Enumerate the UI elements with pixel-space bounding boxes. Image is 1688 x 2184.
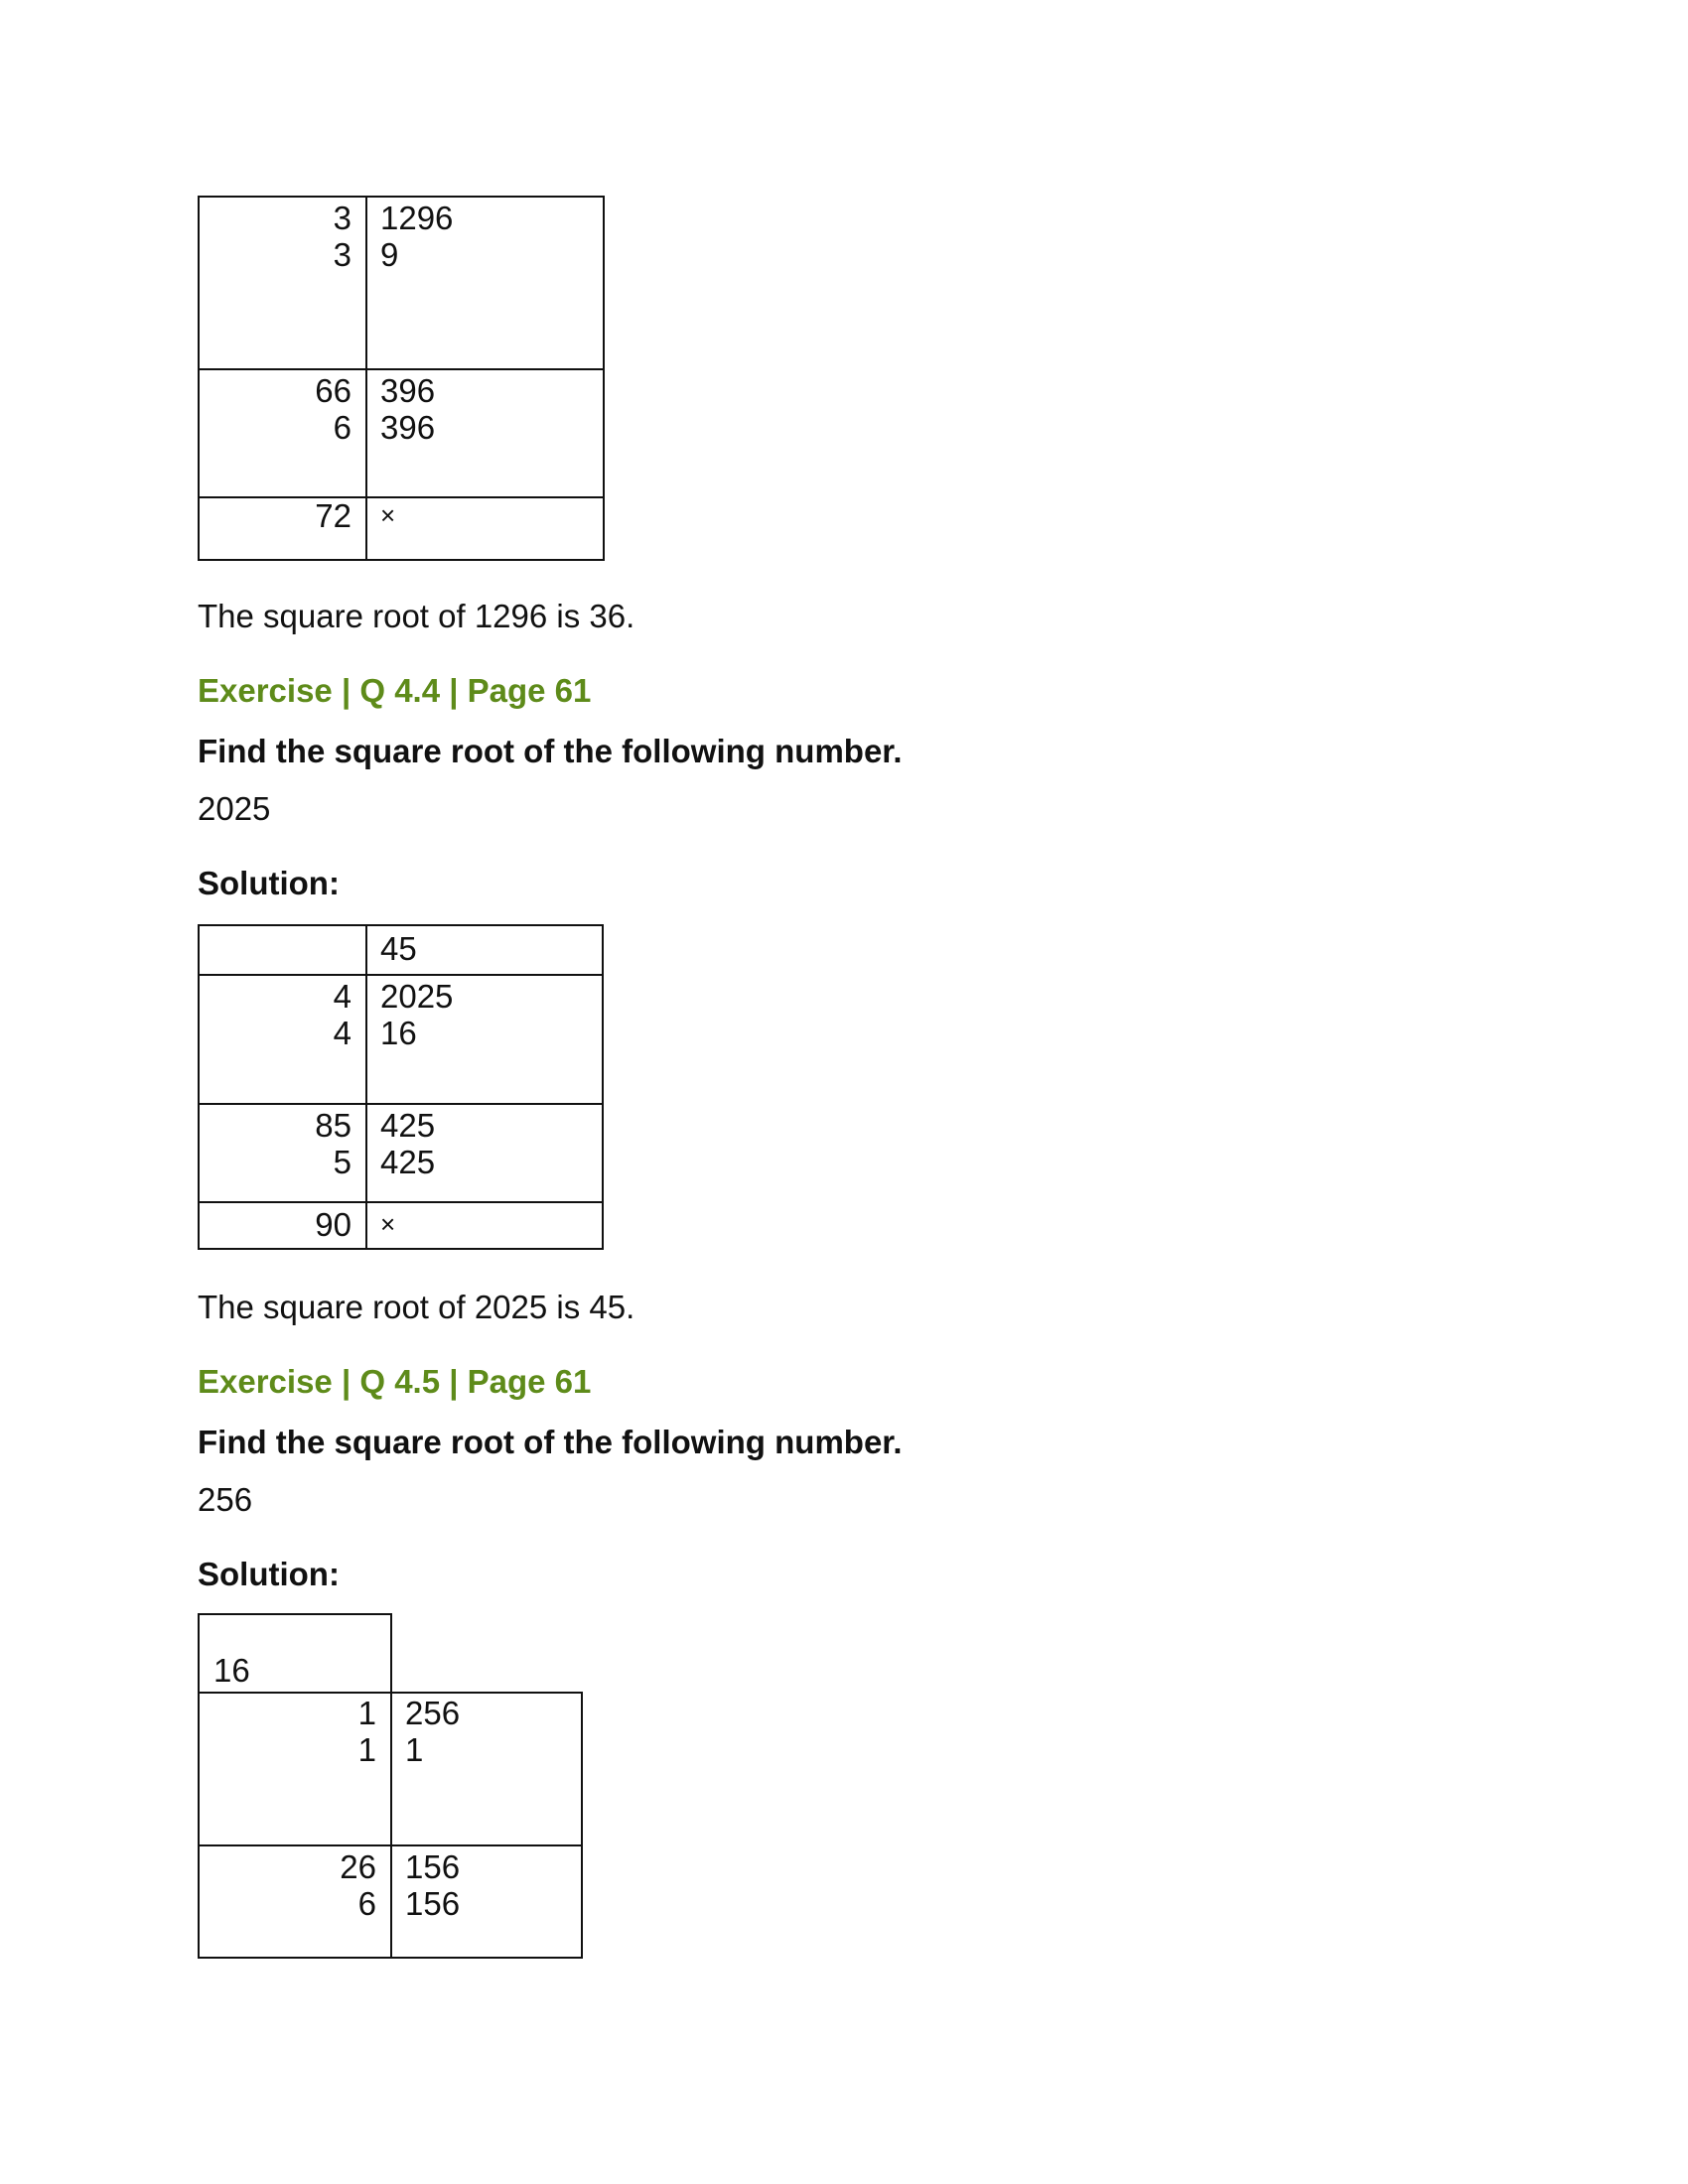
table-cell-dividend xyxy=(365,496,605,561)
divisor-value: 1 xyxy=(357,1695,376,1731)
table-cell-divisor xyxy=(198,496,367,561)
dividend-value: 425 xyxy=(380,1107,436,1144)
quotient-value: 45 xyxy=(380,930,417,967)
dividend-value: 9 xyxy=(380,236,399,273)
table-cell-dividend xyxy=(365,1201,604,1250)
question-text: Find the square root of the following number. xyxy=(198,733,903,769)
question-number: 256 xyxy=(198,1481,253,1518)
divisor-value: 3 xyxy=(333,236,352,273)
table-cell-quotient xyxy=(198,1613,392,1694)
table-cell-divisor xyxy=(198,974,367,1105)
divisor-value: 1 xyxy=(357,1731,376,1768)
table-cell-divisor xyxy=(198,1692,392,1846)
dividend-value: 2025 xyxy=(380,978,454,1015)
divisor-value: 6 xyxy=(333,409,352,446)
dividend-value: 396 xyxy=(380,372,436,409)
table-cell-divisor xyxy=(198,1844,392,1959)
table-cell-dividend xyxy=(365,196,605,370)
table-cell-dividend xyxy=(365,368,605,498)
table-cell-divisor xyxy=(198,368,367,498)
dividend-value: 396 xyxy=(380,409,436,446)
divisor-value: 3 xyxy=(333,200,352,236)
table-cell-divisor xyxy=(198,1201,367,1250)
division-table-1296 xyxy=(198,196,605,561)
divisor-value: 6 xyxy=(357,1885,376,1922)
question-number: 2025 xyxy=(198,790,271,827)
table-cell-quotient xyxy=(365,924,604,976)
divisor-value: 85 xyxy=(315,1107,352,1144)
solution-label: Solution: xyxy=(198,865,340,901)
dividend-value: 1296 xyxy=(380,200,454,236)
divisor-value: 66 xyxy=(315,372,352,409)
exercise-heading: Exercise | Q 4.5 | Page 61 xyxy=(198,1363,592,1400)
dividend-value: 256 xyxy=(405,1695,461,1731)
remainder-mark: × xyxy=(380,500,396,530)
dividend-value: 156 xyxy=(405,1848,461,1885)
dividend-value: 156 xyxy=(405,1885,461,1922)
divisor-value: 5 xyxy=(333,1144,352,1180)
dividend-value: 1 xyxy=(405,1731,424,1768)
quotient-value: 16 xyxy=(213,1652,250,1689)
table-cell-dividend xyxy=(390,1692,583,1846)
divisor-value: 4 xyxy=(333,1015,352,1051)
divisor-value: 26 xyxy=(340,1848,376,1885)
division-table-256 xyxy=(198,1613,583,1959)
table-cell-divisor xyxy=(198,1103,367,1203)
conclusion-text: The square root of 1296 is 36. xyxy=(198,598,635,634)
division-table-2025 xyxy=(198,924,604,1250)
conclusion-text: The square root of 2025 is 45. xyxy=(198,1289,635,1325)
solution-label: Solution: xyxy=(198,1556,340,1592)
table-cell-empty xyxy=(198,924,367,976)
question-text: Find the square root of the following number. xyxy=(198,1424,903,1460)
table-cell-dividend xyxy=(365,1103,604,1203)
divisor-value: 4 xyxy=(333,978,352,1015)
divisor-value: 90 xyxy=(315,1206,352,1243)
dividend-value: 425 xyxy=(380,1144,436,1180)
table-cell-divisor xyxy=(198,196,367,370)
exercise-heading: Exercise | Q 4.4 | Page 61 xyxy=(198,672,592,709)
remainder-mark: × xyxy=(380,1209,396,1239)
divisor-value: 72 xyxy=(315,497,352,534)
dividend-value: 16 xyxy=(380,1015,417,1051)
table-cell-dividend xyxy=(390,1844,583,1959)
table-cell-dividend xyxy=(365,974,604,1105)
